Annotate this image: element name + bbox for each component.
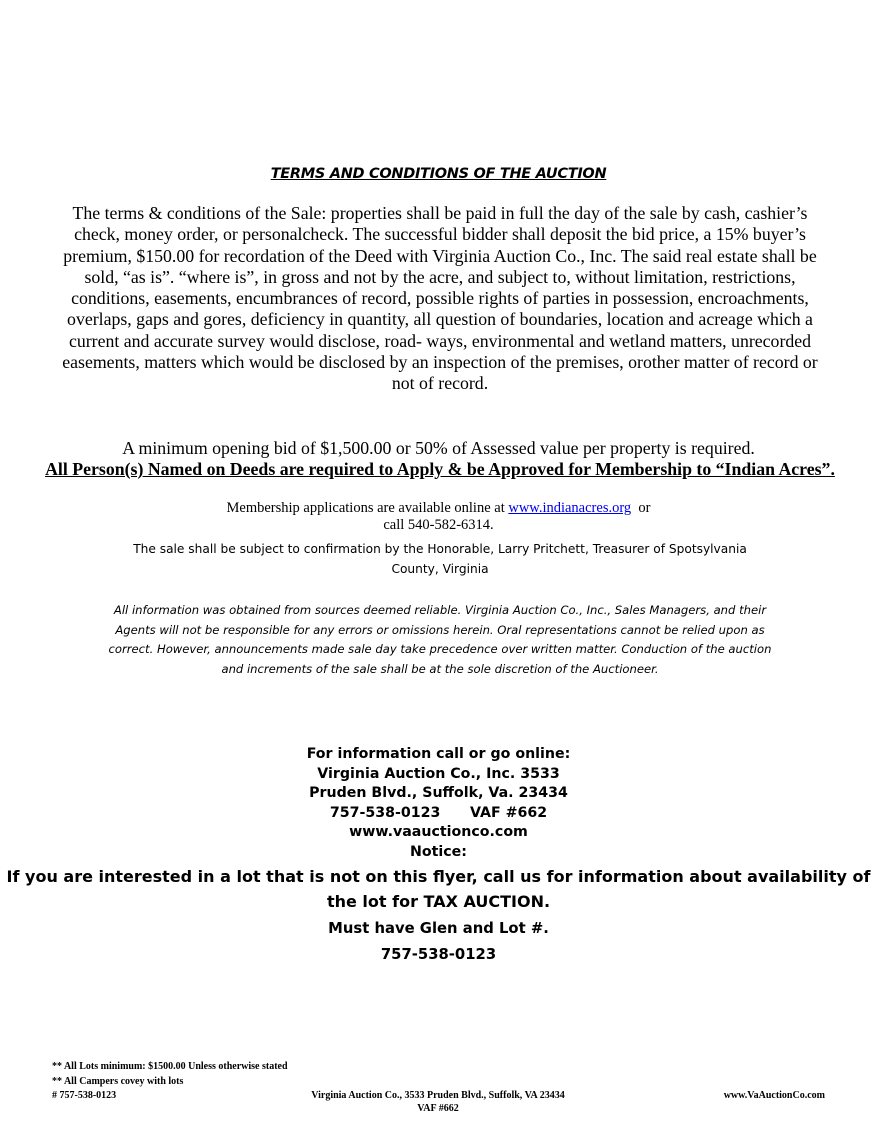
contact-info (0, 745, 877, 863)
applications-suffix: or (638, 500, 651, 516)
applications-phone: call 540-582-6314. (383, 517, 494, 533)
contact-website: www.vaauctionco.com (349, 824, 528, 841)
indianacres-link[interactable]: www.indianacres.org (508, 500, 632, 516)
membership-applications (0, 500, 877, 534)
footer-website: www.VaAuctionCo.com (723, 1090, 825, 1101)
notice-label: Notice: (410, 843, 467, 860)
minimum-bid-text: A minimum opening bid of $1,500.00 or 50% of Assessed value per property is required. (122, 438, 755, 458)
contact-line-3: Pruden Blvd., Suffolk, Va. 23434 (309, 785, 568, 802)
membership-requirement: All Person(s) Named on Deeds are required to Apply & be Approved for Membership to “Indian Acres”. (45, 459, 835, 479)
contact-line-4: 757-538-0123 VAF #662 (329, 804, 548, 821)
contact-line-2: Virginia Auction Co., Inc. 3533 (317, 765, 560, 782)
terms-paragraph: The terms & conditions of the Sale: properties shall be paid in full the day of the sale by cash, cashier’s check, money order, or personalcheck. The successful bidder shall deposit the bid price, a 15% buyer’s premium, $150.00 for recordation of the Deed with Virginia Auction Co., Inc. The said real estate shall be sold, “as is”. “where is”, in gross and not by the acre, and subject to, without limitation, restrictions, conditions, easements, encumbrances of record, possible rights of parties in possession, encroachments, overlaps, gaps and gores, deficiency in quantity, all question of boundaries, location and acreage which a current and accurate survey would disclose, road- ways, environmental and wetland matters, unrecorded easements, matters which would be disclosed by an inspection of the premises, orother matter of record or not of record. (62, 203, 818, 394)
footer-address: Virginia Auction Co., 3533 Pruden Blvd., Suffolk, VA 23434 (311, 1090, 565, 1101)
contact-line-1: For information call or go online: (306, 746, 571, 762)
applications-prefix: Membership applications are available online at (226, 500, 505, 516)
footer-vaf: VAF #662 (417, 1103, 459, 1114)
glen-phone: 757-538-0123 (380, 946, 497, 963)
footer-note-campers: ** All Campers covey with lots (52, 1076, 184, 1087)
page-title: TERMS AND CONDITIONS OF THE AUCTION (270, 166, 607, 182)
footer-note-minimum: ** All Lots minimum: $1500.00 Unless otherwise stated (52, 1061, 288, 1072)
glen-lot-text: Must have Glen and Lot #. (328, 920, 549, 937)
footer-phone: # 757-538-0123 (52, 1090, 117, 1101)
notice-text: If you are interested in a lot that is not on this flyer, call us for information about availability of the lot for TAX AUCTION. (6, 867, 871, 911)
disclaimer-text: All information was obtained from sources deemed reliable. Virginia Auction Co., Inc., Sales Managers, and their Agents will not be responsible for any errors or omissions herein. Oral representations cannot be relied upon as correct. However, announcements made sale day take precedence over written matter. Conduction of the auction and increments of the sale shall be at the sole discretion of the Auctioneer. (108, 603, 772, 676)
confirmation-text: The sale shall be subject to confirmation by the Honorable, Larry Pritchett, Treasurer of Spotsylvania County, Virginia (133, 542, 747, 576)
